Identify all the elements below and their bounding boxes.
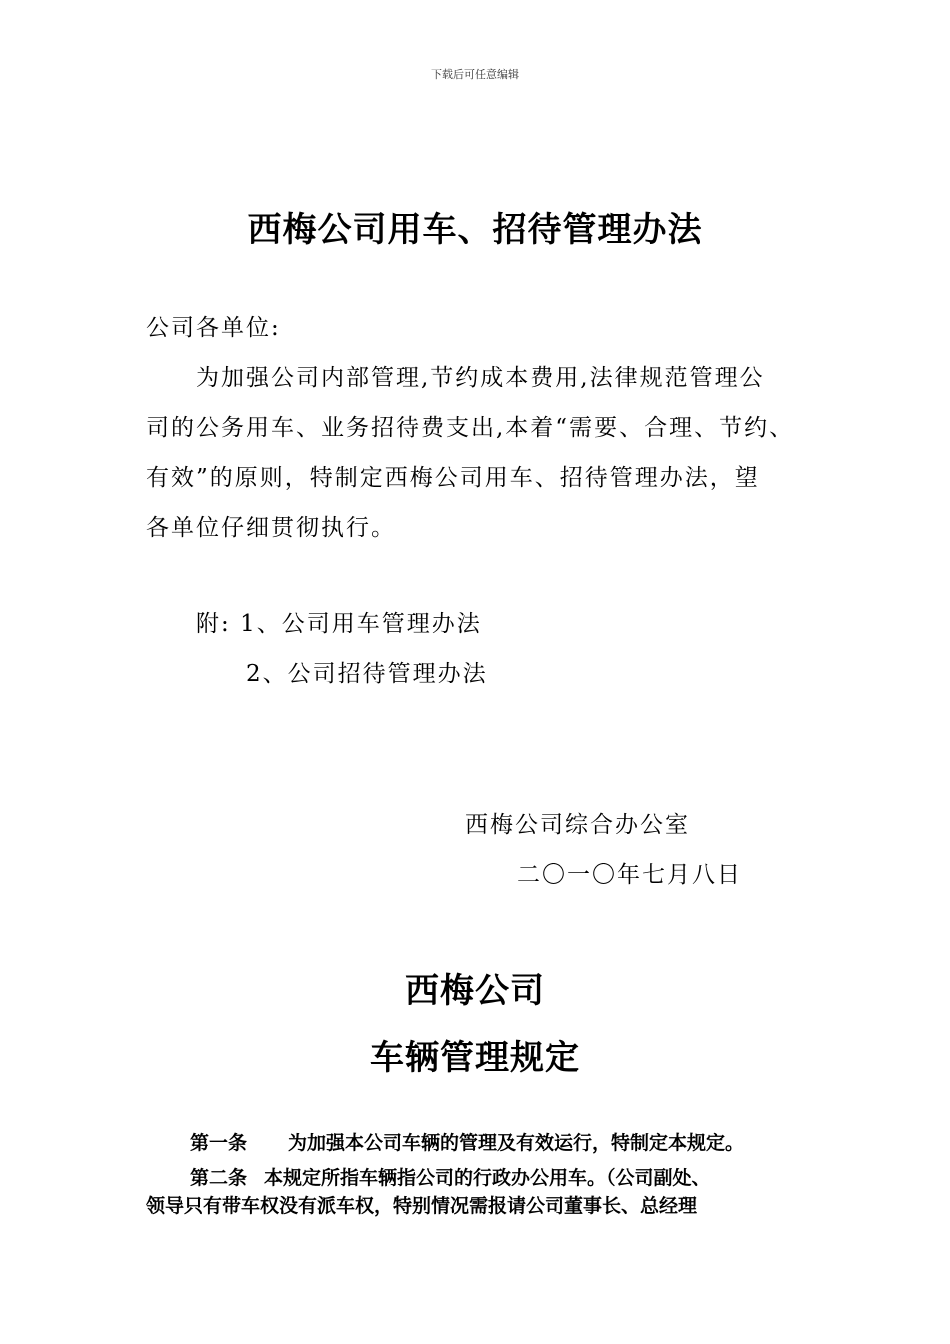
header-note: 下载后可任意编辑 (431, 68, 519, 81)
intro-line: 为加强公司内部管理,节约成本费用,法律规范管理公 (196, 365, 765, 391)
article-text: 为加强本公司车辆的管理及有效运行，特制定本规定。 (288, 1132, 745, 1154)
signature-org: 西梅公司综合办公室 (465, 812, 690, 838)
section-title-company: 西梅公司 (405, 971, 545, 1011)
article-number: 第一条 (190, 1132, 248, 1154)
attachment-label: 附: (196, 611, 231, 637)
signature-date: 二〇一〇年七月八日 (517, 862, 742, 888)
attachment-list (196, 605, 482, 638)
intro-line: 有效”的原则，特制定西梅公司用车、招待管理办法，望 (146, 465, 760, 491)
document-title: 西梅公司用车、招待管理办法 (247, 210, 703, 250)
article-number: 第二条 (190, 1167, 248, 1189)
section-title-rules: 车辆管理规定 (370, 1038, 580, 1078)
intro-line: 各单位仔细贯彻执行。 (146, 515, 396, 541)
salutation: 公司各单位: (146, 315, 281, 341)
article-text: 本规定所指车辆指公司的行政办公用车。（公司副处、 (264, 1167, 711, 1189)
intro-line: 司的公务用车、业务招待费支出,本着“需要、合理、节约、 (146, 415, 795, 441)
attachment-item: 2、公司招待管理办法 (246, 661, 488, 687)
article-text-continued: 领导只有带车权没有派车权，特别情况需报请公司董事长、总经理 (146, 1195, 698, 1217)
attachment-item: 1、公司用车管理办法 (240, 611, 482, 637)
